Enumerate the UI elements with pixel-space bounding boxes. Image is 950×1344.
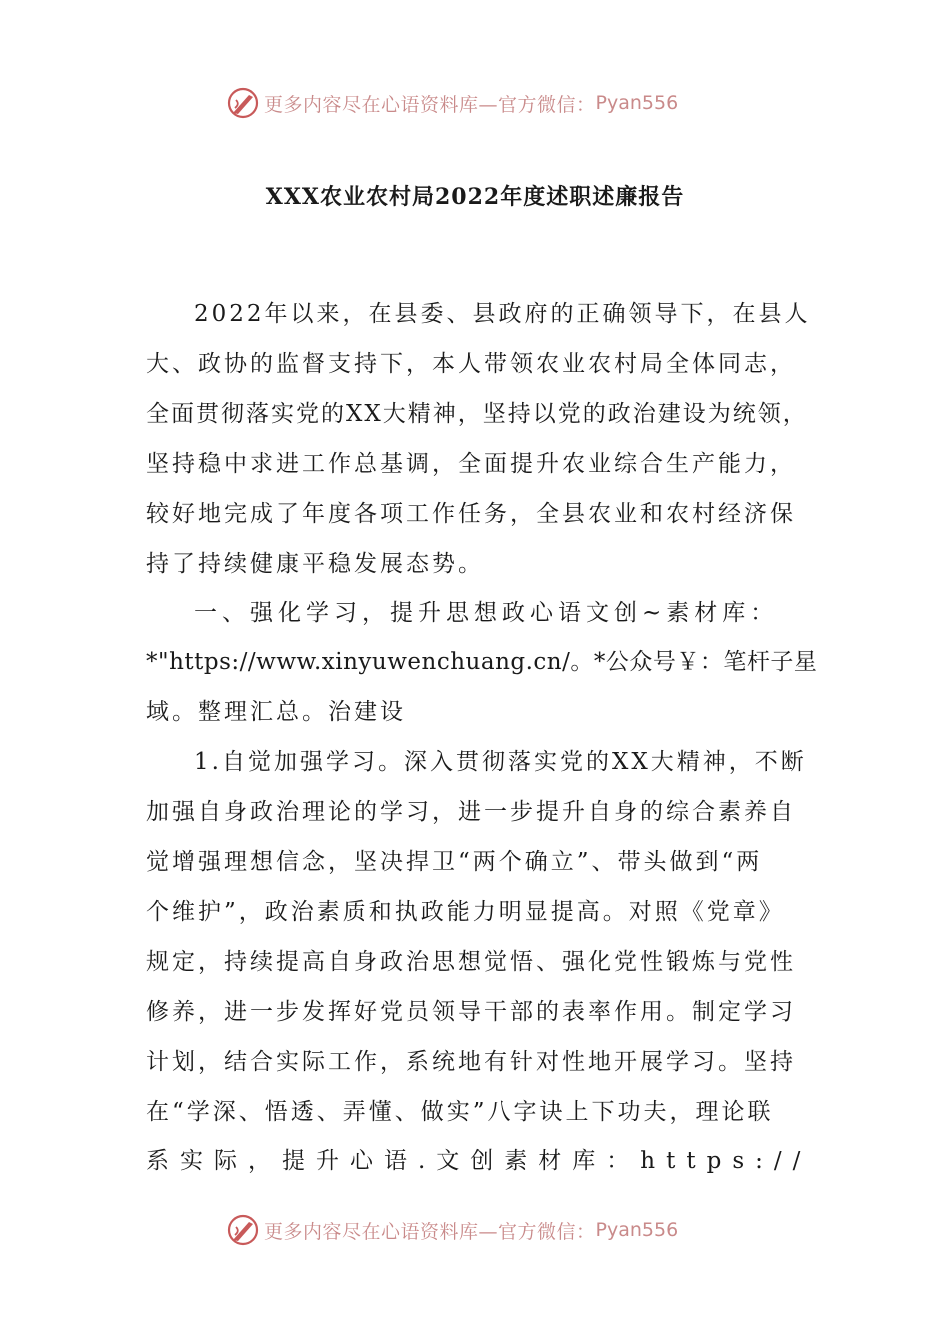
body-line: 坚持稳中求进工作总基调，全面提升农业综合生产能力， (146, 451, 796, 477)
pen-logo-icon (226, 86, 260, 120)
body-line-link: *"https://www.xinyuwenchuang.cn/。*公众号￥：笔杆子星 (146, 649, 818, 675)
body-line: 域。整理汇总。治建设 (146, 699, 406, 725)
watermark-id: Pyan556 (595, 92, 679, 114)
body-line: 大、政协的监督支持下，本人带领农业农村局全体同志， (146, 351, 796, 377)
watermark-id: Pyan556 (595, 1219, 679, 1241)
body-line: 较好地完成了年度各项工作任务，全县农业和农村经济保 (146, 501, 796, 527)
watermark-text: 更多内容尽在心语资料库—官方微信： (264, 1220, 596, 1243)
watermark-text: 更多内容尽在心语资料库—官方微信： (264, 93, 596, 116)
body-line: 修养，进一步发挥好党员领导干部的表率作用。制定学习 (146, 999, 796, 1025)
body-line: 计划，结合实际工作，系统地有针对性地开展学习。坚持 (146, 1049, 796, 1075)
watermark-banner-bottom (226, 1213, 726, 1247)
body-line: 系实际，提升心语.文创素材库：https:// (146, 1148, 812, 1174)
body-line: 全面贯彻落实党的XX大精神，坚持以党的政治建设为统领， (146, 401, 808, 427)
section-heading: 一、强化学习，提升思想政心语文创~素材库： (194, 600, 779, 626)
body-line: 2022年以来，在县委、县政府的正确领导下，在县人 (194, 301, 811, 327)
subsection-line: 1.自觉加强学习。深入贯彻落实党的XX大精神，不断 (194, 749, 807, 775)
body-line: 持了持续健康平稳发展态势。 (146, 551, 484, 577)
body-line: 规定，持续提高自身政治思想觉悟、强化党性锻炼与党性 (146, 949, 796, 975)
body-line: 加强自身政治理论的学习，进一步提升自身的综合素养自 (146, 799, 796, 825)
body-line: 觉增强理想信念，坚决捍卫“两个确立”、带头做到“两 (146, 849, 763, 875)
document-title: XXX农业农村局2022年度述职述廉报告 (265, 184, 685, 210)
pen-logo-icon (226, 1213, 260, 1247)
body-line: 个维护”，政治素质和执政能力明显提高。对照《党章》 (146, 899, 785, 925)
body-line: 在“学深、悟透、弄懂、做实”八字诀上下功夫，理论联 (146, 1099, 774, 1125)
watermark-banner-top (226, 86, 726, 120)
